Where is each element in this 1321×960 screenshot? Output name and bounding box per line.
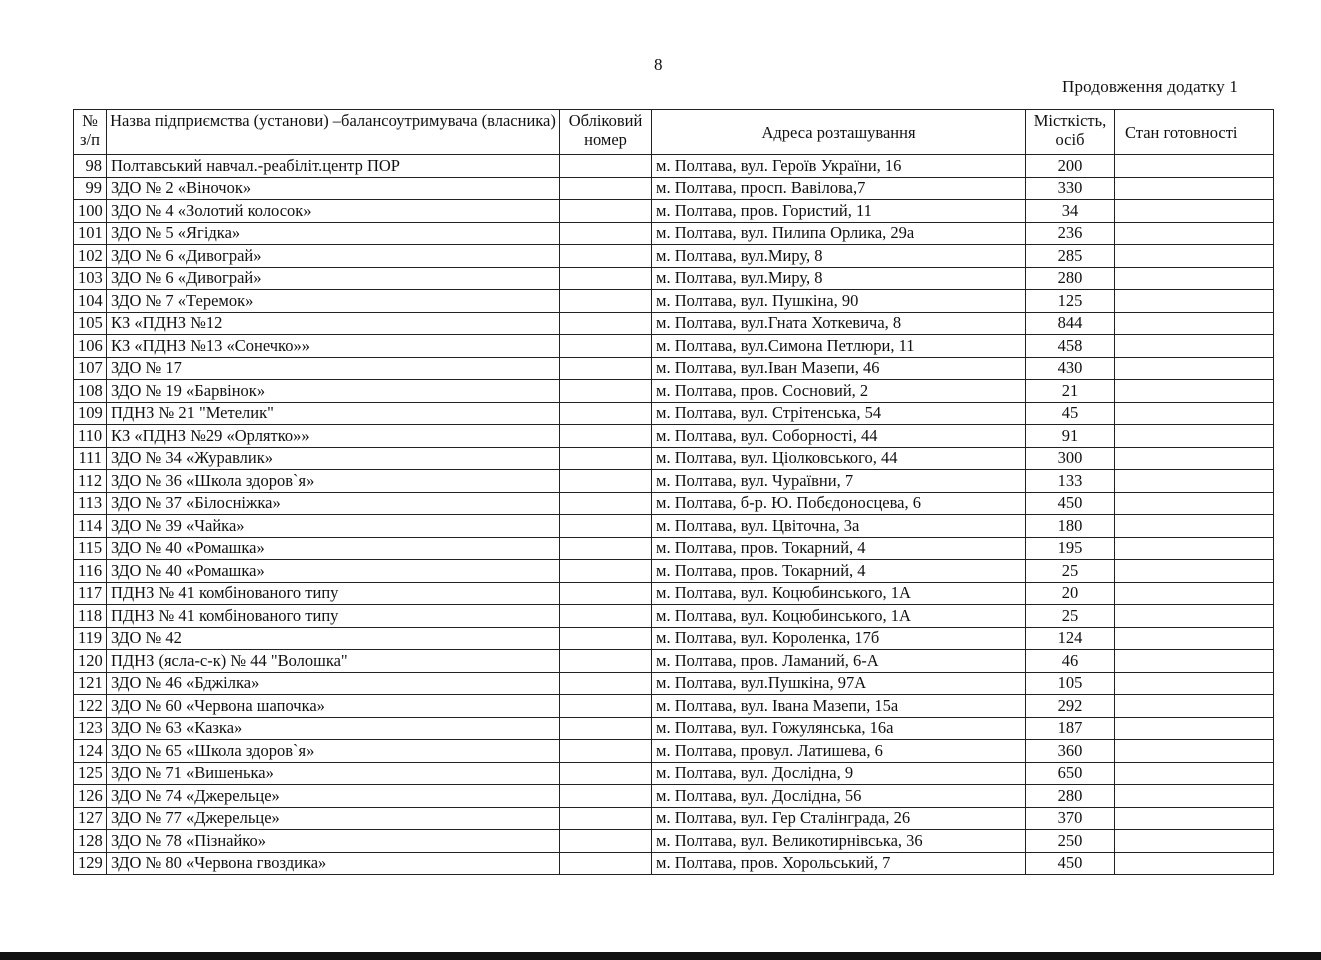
cell-status [1115,717,1274,740]
table-row [74,245,1274,268]
cell-record-number [560,290,652,313]
cell-address: м. Полтава, вул. Пушкіна, 90 [652,290,1026,313]
cell-num: 126 [74,785,107,808]
cell-num: 113 [74,492,107,515]
cell-capacity: 292 [1026,695,1115,718]
cell-status [1115,807,1274,830]
cell-status [1115,515,1274,538]
cell-status [1115,762,1274,785]
cell-num: 112 [74,470,107,493]
cell-record-number [560,200,652,223]
cell-address: м. Полтава, вул. Гожулянська, 16а [652,717,1026,740]
cell-address: м. Полтава, просп. Вавілова,7 [652,177,1026,200]
cell-status [1115,537,1274,560]
cell-record-number [560,582,652,605]
cell-address: м. Полтава, вул.Миру, 8 [652,245,1026,268]
cell-capacity: 91 [1026,425,1115,448]
cell-status [1115,380,1274,403]
cell-num: 106 [74,335,107,358]
cell-capacity: 133 [1026,470,1115,493]
cell-record-number [560,650,652,673]
cell-address: м. Полтава, вул. Стрітенська, 54 [652,402,1026,425]
cell-name: ЗДО № 7 «Теремок» [107,290,560,313]
cell-status [1115,425,1274,448]
cell-num: 109 [74,402,107,425]
cell-capacity: 450 [1026,492,1115,515]
cell-num: 117 [74,582,107,605]
cell-num: 98 [74,155,107,178]
cell-address: м. Полтава, пров. Гористий, 11 [652,200,1026,223]
cell-record-number [560,470,652,493]
table-body [74,155,1274,875]
cell-name: ЗДО № 4 «Золотий колосок» [107,200,560,223]
cell-status [1115,447,1274,470]
cell-record-number [560,785,652,808]
cell-capacity: 360 [1026,740,1115,763]
table-row [74,582,1274,605]
table-row [74,605,1274,628]
cell-num: 122 [74,695,107,718]
table-row [74,537,1274,560]
table-row [74,852,1274,875]
cell-record-number [560,245,652,268]
cell-num: 123 [74,717,107,740]
cell-address: м. Полтава, вул. Героїв України, 16 [652,155,1026,178]
cell-address: м. Полтава, вул. Дослідна, 56 [652,785,1026,808]
cell-num: 108 [74,380,107,403]
table-row [74,447,1274,470]
cell-address: м. Полтава, вул. Коцюбинського, 1А [652,582,1026,605]
cell-capacity: 20 [1026,582,1115,605]
cell-capacity: 25 [1026,560,1115,583]
cell-record-number [560,740,652,763]
table-row [74,200,1274,223]
cell-record-number [560,695,652,718]
continuation-label: Продовження додатку 1 [1062,77,1239,96]
cell-num: 115 [74,537,107,560]
cell-record-number [560,560,652,583]
cell-num: 120 [74,650,107,673]
table-row [74,380,1274,403]
cell-record-number [560,335,652,358]
cell-capacity: 330 [1026,177,1115,200]
cell-capacity: 124 [1026,627,1115,650]
header-status: Стан готовності [1115,110,1274,155]
cell-name: ЗДО № 42 [107,627,560,650]
cell-record-number [560,380,652,403]
table-row [74,335,1274,358]
cell-name: ЗДО № 40 «Ромашка» [107,560,560,583]
cell-status [1115,740,1274,763]
cell-capacity: 280 [1026,267,1115,290]
table-row [74,740,1274,763]
cell-address: м. Полтава, вул. Чураївни, 7 [652,470,1026,493]
cell-record-number [560,177,652,200]
cell-name: ЗДО № 34 «Журавлик» [107,447,560,470]
table-row [74,155,1274,178]
cell-num: 111 [74,447,107,470]
cell-num: 119 [74,627,107,650]
cell-status [1115,695,1274,718]
cell-address: м. Полтава, пров. Ламаний, 6-А [652,650,1026,673]
cell-num: 99 [74,177,107,200]
cell-name: КЗ «ПДНЗ №12 [107,312,560,335]
cell-address: м. Полтава, пров. Хорольський, 7 [652,852,1026,875]
cell-status [1115,582,1274,605]
cell-capacity: 250 [1026,830,1115,853]
cell-name: ЗДО № 63 «Казка» [107,717,560,740]
cell-address: м. Полтава, вул. Великотирнівська, 36 [652,830,1026,853]
cell-address: м. Полтава, провул. Латишева, 6 [652,740,1026,763]
cell-status [1115,155,1274,178]
cell-status [1115,402,1274,425]
cell-capacity: 45 [1026,402,1115,425]
table-row [74,312,1274,335]
cell-status [1115,852,1274,875]
table-row [74,290,1274,313]
cell-num: 128 [74,830,107,853]
cell-name: ЗДО № 46 «Бджілка» [107,672,560,695]
header-record-number: Обліковий номер [560,110,652,155]
cell-address: м. Полтава, вул. Коцюбинського, 1А [652,605,1026,628]
institutions-table [73,109,1274,875]
cell-address: м. Полтава, вул. Короленка, 17б [652,627,1026,650]
cell-capacity: 187 [1026,717,1115,740]
cell-capacity: 285 [1026,245,1115,268]
cell-capacity: 458 [1026,335,1115,358]
cell-name: ЗДО № 39 «Чайка» [107,515,560,538]
table-header-row [74,110,1274,155]
table-row [74,807,1274,830]
cell-num: 116 [74,560,107,583]
cell-name: ПДНЗ № 21 "Метелик" [107,402,560,425]
cell-capacity: 650 [1026,762,1115,785]
table-row [74,695,1274,718]
table-row [74,717,1274,740]
cell-num: 127 [74,807,107,830]
cell-address: м. Полтава, вул. Ціолковського, 44 [652,447,1026,470]
cell-capacity: 370 [1026,807,1115,830]
cell-address: м. Полтава, вул. Дослідна, 9 [652,762,1026,785]
cell-record-number [560,357,652,380]
cell-capacity: 200 [1026,155,1115,178]
cell-status [1115,470,1274,493]
cell-status [1115,672,1274,695]
cell-status [1115,627,1274,650]
cell-name: КЗ «ПДНЗ №29 «Орлятко»» [107,425,560,448]
table-row [74,177,1274,200]
table-row [74,650,1274,673]
cell-status [1115,785,1274,808]
table-row [74,357,1274,380]
cell-record-number [560,830,652,853]
cell-num: 100 [74,200,107,223]
cell-name: Полтавський навчал.-реабіліт.центр ПОР [107,155,560,178]
cell-capacity: 34 [1026,200,1115,223]
cell-record-number [560,312,652,335]
cell-name: ЗДО № 71 «Вишенька» [107,762,560,785]
cell-address: м. Полтава, вул. Пилипа Орлика, 29а [652,222,1026,245]
cell-status [1115,200,1274,223]
cell-address: м. Полтава, вул. Гер Сталінграда, 26 [652,807,1026,830]
cell-address: м. Полтава, вул.Пушкіна, 97А [652,672,1026,695]
cell-name: ЗДО № 5 «Ягідка» [107,222,560,245]
cell-record-number [560,515,652,538]
cell-num: 110 [74,425,107,448]
page-number: 8 [654,55,663,74]
scan-edge-bar [0,952,1321,960]
cell-address: м. Полтава, б-р. Ю. Побєдоносцева, 6 [652,492,1026,515]
cell-name: КЗ «ПДНЗ №13 «Сонечко»» [107,335,560,358]
cell-status [1115,830,1274,853]
cell-address: м. Полтава, вул. Соборності, 44 [652,425,1026,448]
cell-name: ЗДО № 60 «Червона шапочка» [107,695,560,718]
cell-record-number [560,222,652,245]
cell-name: ПДНЗ № 41 комбінованого типу [107,582,560,605]
cell-capacity: 300 [1026,447,1115,470]
table-row [74,672,1274,695]
header-capacity: Місткість, осіб [1026,110,1115,155]
cell-address: м. Полтава, вул.Миру, 8 [652,267,1026,290]
cell-num: 103 [74,267,107,290]
cell-num: 107 [74,357,107,380]
cell-status [1115,290,1274,313]
cell-address: м. Полтава, вул. Івана Мазепи, 15а [652,695,1026,718]
cell-record-number [560,447,652,470]
cell-name: ЗДО № 6 «Дивограй» [107,267,560,290]
cell-name: ЗДО № 65 «Школа здоров`я» [107,740,560,763]
cell-record-number [560,492,652,515]
cell-status [1115,492,1274,515]
cell-address: м. Полтава, пров. Токарний, 4 [652,537,1026,560]
cell-num: 129 [74,852,107,875]
table-row [74,492,1274,515]
table-row [74,627,1274,650]
cell-status [1115,335,1274,358]
cell-record-number [560,627,652,650]
cell-capacity: 236 [1026,222,1115,245]
header-name: Назва підприємства (установи) –балансоутримувача (власника) [107,110,560,155]
cell-record-number [560,672,652,695]
cell-name: ПДНЗ № 41 комбінованого типу [107,605,560,628]
cell-address: м. Полтава, вул.Симона Петлюри, 11 [652,335,1026,358]
cell-record-number [560,155,652,178]
cell-name: ЗДО № 40 «Ромашка» [107,537,560,560]
cell-record-number [560,717,652,740]
cell-capacity: 25 [1026,605,1115,628]
cell-capacity: 450 [1026,852,1115,875]
cell-address: м. Полтава, вул.Іван Мазепи, 46 [652,357,1026,380]
cell-address: м. Полтава, вул.Гната Хоткевича, 8 [652,312,1026,335]
cell-record-number [560,762,652,785]
cell-status [1115,267,1274,290]
cell-record-number [560,402,652,425]
cell-num: 105 [74,312,107,335]
cell-address: м. Полтава, вул. Цвіточна, 3а [652,515,1026,538]
table-row [74,560,1274,583]
cell-name: ЗДО № 36 «Школа здоров`я» [107,470,560,493]
cell-name: ЗДО № 17 [107,357,560,380]
cell-num: 121 [74,672,107,695]
cell-status [1115,650,1274,673]
cell-name: ЗДО № 78 «Пізнайко» [107,830,560,853]
table-row [74,830,1274,853]
cell-status [1115,560,1274,583]
cell-status [1115,357,1274,380]
table-row [74,402,1274,425]
cell-name: ЗДО № 77 «Джерельце» [107,807,560,830]
cell-record-number [560,807,652,830]
cell-record-number [560,537,652,560]
cell-num: 102 [74,245,107,268]
cell-capacity: 180 [1026,515,1115,538]
cell-status [1115,312,1274,335]
cell-capacity: 844 [1026,312,1115,335]
cell-status [1115,245,1274,268]
cell-name: ЗДО № 80 «Червона гвоздика» [107,852,560,875]
cell-address: м. Полтава, пров. Токарний, 4 [652,560,1026,583]
cell-status [1115,222,1274,245]
cell-capacity: 430 [1026,357,1115,380]
cell-name: ЗДО № 2 «Віночок» [107,177,560,200]
cell-num: 118 [74,605,107,628]
cell-status [1115,177,1274,200]
cell-name: ЗДО № 19 «Барвінок» [107,380,560,403]
table-row [74,762,1274,785]
cell-status [1115,605,1274,628]
cell-num: 104 [74,290,107,313]
cell-record-number [560,605,652,628]
cell-capacity: 195 [1026,537,1115,560]
cell-num: 114 [74,515,107,538]
table-row [74,785,1274,808]
cell-capacity: 280 [1026,785,1115,808]
cell-record-number [560,425,652,448]
cell-capacity: 21 [1026,380,1115,403]
table-row [74,470,1274,493]
cell-capacity: 105 [1026,672,1115,695]
table-row [74,425,1274,448]
cell-name: ЗДО № 6 «Дивограй» [107,245,560,268]
cell-num: 101 [74,222,107,245]
header-num: № з/п [74,110,107,155]
table-row [74,515,1274,538]
cell-name: ЗДО № 37 «Білосніжка» [107,492,560,515]
cell-capacity: 125 [1026,290,1115,313]
table-row [74,267,1274,290]
cell-name: ПДНЗ (ясла-с-к) № 44 "Волошка" [107,650,560,673]
cell-capacity: 46 [1026,650,1115,673]
cell-record-number [560,267,652,290]
header-address: Адреса розташування [652,110,1026,155]
cell-record-number [560,852,652,875]
cell-address: м. Полтава, пров. Сосновий, 2 [652,380,1026,403]
cell-name: ЗДО № 74 «Джерельце» [107,785,560,808]
cell-num: 124 [74,740,107,763]
table-row [74,222,1274,245]
cell-num: 125 [74,762,107,785]
